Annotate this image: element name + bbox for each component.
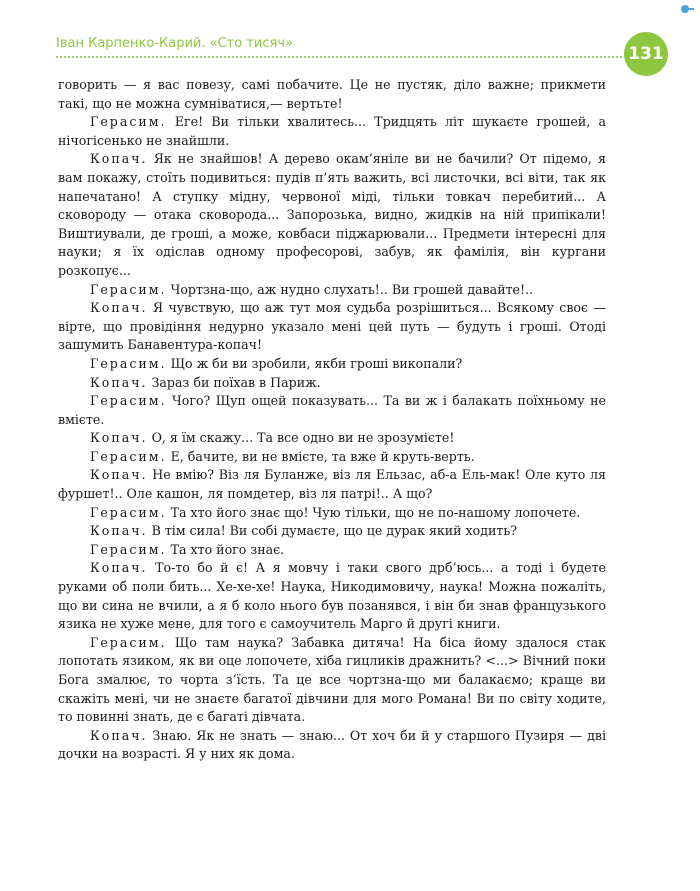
dialogue-text: Еге! Ви тільки хвалитесь... Тридцять літ шукаєте грошей, а нічогісенько не знайшли. <box>58 114 606 148</box>
dialogue-paragraph <box>58 634 606 727</box>
dialogue-text: Я чувствую, що аж тут моя судьба розрішиться... Всякому своє — вірте, що провідіння недурно указало мені цей путь — будуть і гроші. Отоді зашумить Банавентура-копач! <box>58 300 606 353</box>
dialogue-paragraph <box>58 76 606 113</box>
speaker-name: Герасим. <box>90 281 167 297</box>
dialogue-paragraph <box>58 504 606 523</box>
dialogue-paragraph <box>58 150 606 280</box>
speaker-name: Копач. <box>90 523 148 539</box>
dialogue-paragraph <box>58 541 606 560</box>
speaker-name: Герасим. <box>90 541 167 557</box>
dialogue-text: говорить — я вас повезу, самі побачите. Це не пустяк, діло важне; прикмети такі, що не можна сумніватися,— вертьте! <box>58 77 606 111</box>
header-dotted-rule <box>56 56 622 58</box>
speaker-name: Копач. <box>90 430 148 446</box>
speaker-name: Копач. <box>90 300 148 316</box>
page-number-badge: 131 <box>624 32 668 76</box>
page-header <box>56 36 624 58</box>
dialogue-paragraph <box>58 299 606 355</box>
dialogue-text: Що ж би ви зробили, якби гроші викопали? <box>166 355 463 371</box>
dialogue-paragraph <box>58 466 606 503</box>
speaker-name: Копач. <box>90 151 148 167</box>
speaker-name: Герасим. <box>90 114 167 130</box>
speaker-name: Герасим. <box>90 634 167 650</box>
dialogue-text: Не вмію? Віз ля Буланже, віз ля Ельзас, аб-а Ель-мак! Оле куто ля фуршет!.. Оле кашон, ля помдетер, віз ля патрі!.. А що? <box>58 467 606 502</box>
corner-logo-icon <box>680 4 694 14</box>
dialogue-text: Знаю. Як не знать — знаю... От хоч би й у старшого Пузиря — дві дочки на возрасті. Я у них як дома. <box>58 727 606 762</box>
running-title: Іван Карпенко-Карий. «Сто тисяч» <box>56 36 293 51</box>
dialogue-text: Що там наука? Забавка дитяча! На біса йому здалося стак лопотать язиком, як ви оце лопочете, хіба гицликів дражнить? <...> Вічний поки Бога змалює, то чорта з’їсть. Та це все чортзна-що ми балакаємо; краще ви скажіть мені, чи не знаєте багатої дівчини для мого Романа! Ви по світу ходите, то повинні знать, де є багаті дівчата. <box>58 634 606 725</box>
speaker-name: Герасим. <box>90 448 167 464</box>
dialogue-paragraph <box>58 429 606 448</box>
speaker-name: Копач. <box>90 467 148 483</box>
dialogue-text: О, я їм скажу... Та все одно ви не зрозумієте! <box>147 430 455 446</box>
dialogue-text: Та хто його знає що! Чую тільки, що не по-нашому лопочете. <box>166 504 581 520</box>
speaker-name: Герасим. <box>90 355 167 371</box>
dialogue-paragraph <box>58 355 606 374</box>
dialogue-text: Зараз би поїхав в Париж. <box>147 374 321 390</box>
dialogue-paragraph <box>58 374 606 393</box>
speaker-name: Копач. <box>90 374 148 390</box>
dialogue-text: Як не знайшов! А дерево окам’яніле ви не бачили? От підемо, я вам покажу, стоїть подивиться: пудів п’ять важить, всі листочки, всі віти, так як напечатано! А ступку мідну, червоної міді, тільки товкач перебитий... А сковороду — отака сковорода... Запорозька, видно, жидків на ній припікали! Виштиували, де гроші, а може, ковбаси піджарювали... Предмети інтересні для науки; я їх одіслав одному професорові, забув, як фамілія, він кургани розкопує... <box>58 151 606 278</box>
dialogue-paragraph <box>58 281 606 300</box>
dialogue-paragraph <box>58 559 606 633</box>
dialogue-paragraph <box>58 448 606 467</box>
dialogue-paragraph <box>58 113 606 150</box>
dialogue-text: Чого? Щуп ощей показувать... Та ви ж і балакать поїхньому не вмієте. <box>58 393 606 427</box>
speaker-name: Герасим. <box>90 393 167 409</box>
play-text <box>58 76 606 764</box>
speaker-name: Герасим. <box>90 504 167 520</box>
dialogue-text: То-то бо й є! А я мовчу і таки свого дрб’юсь... а тоді і будете руками об поли бить... Хе-хе-хе! Наука, Никодимовичу, наука! Можна пожаліть, що ви сина не вчили, а я б коло нього був позанявся, і він би знав французького язика не хуже мене, для того є самоучитель Марго й другі книги. <box>58 560 606 632</box>
dialogue-paragraph <box>58 392 606 429</box>
dialogue-text: В тім сила! Ви собі думаєте, що це дурак який ходить? <box>147 523 517 539</box>
dialogue-text: Е, бачите, ви не вмієте, та вже й круть-верть. <box>166 448 475 464</box>
speaker-name: Копач. <box>90 560 148 576</box>
dialogue-paragraph <box>58 522 606 541</box>
speaker-name: Копач. <box>90 727 148 743</box>
dialogue-text: Та хто його знає. <box>166 541 285 557</box>
dialogue-text: Чортзна-що, аж нудно слухать!.. Ви грошей давайте!.. <box>166 281 534 297</box>
dialogue-paragraph <box>58 727 606 764</box>
